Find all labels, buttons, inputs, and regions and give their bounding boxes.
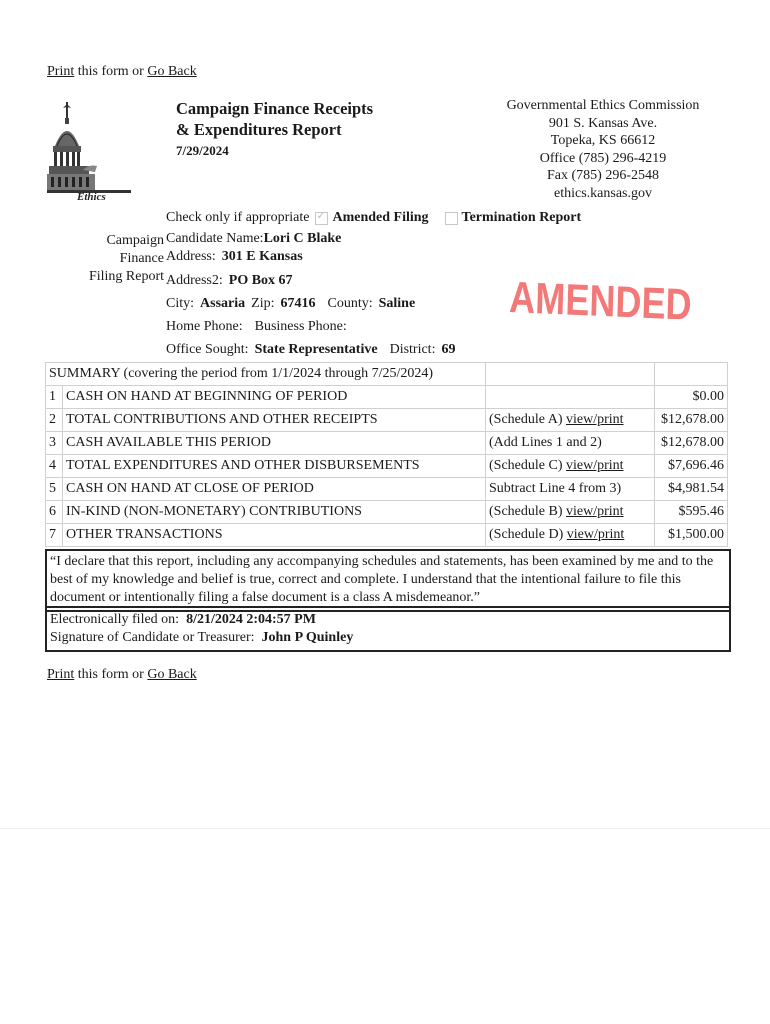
line-number: 6 <box>46 501 63 524</box>
page-divider <box>0 828 770 829</box>
summary-header-row <box>46 363 728 386</box>
filed-row <box>50 611 727 629</box>
city-row <box>166 292 455 315</box>
side-label-filing-report: Filing Report <box>88 269 164 284</box>
zip-label: Zip: <box>251 296 275 311</box>
report-title <box>176 98 373 161</box>
termination-checkbox[interactable] <box>445 212 458 225</box>
line-label: OTHER TRANSACTIONS <box>63 524 486 547</box>
schedule-text: Subtract Line 4 from 3) <box>489 481 622 496</box>
view-print-link[interactable]: view/print <box>566 527 625 542</box>
amount-cell: $12,678.00 <box>655 432 728 455</box>
agency-website: ethics.kansas.gov <box>554 185 652 201</box>
declaration-box: “I declare that this report, including any accompanying schedules and statements, has been examined by me and to the best of my knowledge and belief is true, correct and complete. I understand that the intentional failure to file this document or intentionally filing a false document is a class A misdemeanor.” <box>45 549 731 612</box>
address2-row <box>166 269 455 292</box>
line-number: 3 <box>46 432 63 455</box>
summary-table <box>45 362 728 547</box>
schedule-text: (Schedule D) <box>489 527 567 542</box>
check-prompt: Check only if appropriate <box>166 210 310 225</box>
amount-cell: $7,696.46 <box>655 455 728 478</box>
title-line-1: Campaign Finance Receipts <box>176 99 374 118</box>
filing-type-checks <box>166 210 581 226</box>
view-print-link[interactable]: view/print <box>565 412 624 427</box>
agency-address1: 901 S. Kansas Ave. <box>548 115 658 131</box>
city-value: Assaria <box>200 296 246 311</box>
print-link-bottom[interactable]: Print <box>47 667 75 682</box>
county-value: Saline <box>378 296 416 311</box>
schedule-text: (Add Lines 1 and 2) <box>489 435 602 450</box>
print-link[interactable]: Print <box>47 64 75 79</box>
line-label: TOTAL CONTRIBUTIONS AND OTHER RECEIPTS <box>63 409 486 432</box>
amount-cell: $12,678.00 <box>655 409 728 432</box>
view-print-link[interactable]: view/print <box>565 504 624 519</box>
candidate-name: Lori C Blake <box>263 231 342 246</box>
office-row <box>166 338 455 361</box>
schedule-cell <box>486 455 655 478</box>
district-label: District: <box>389 342 436 357</box>
office-label: Office Sought: <box>166 342 249 357</box>
line-label: TOTAL EXPENDITURES AND OTHER DISBURSEMENTS <box>63 455 486 478</box>
address2-label: Address2: <box>166 273 223 288</box>
amended-label: Amended Filing <box>332 210 429 225</box>
candidate-name-label: Candidate Name: <box>166 231 264 246</box>
line-number: 7 <box>46 524 63 547</box>
schedule-text: (Schedule A) <box>489 412 566 427</box>
top-nav <box>47 64 197 80</box>
schedule-cell <box>486 524 655 547</box>
schedule-cell <box>486 478 655 501</box>
filed-value: 8/21/2024 2:04:57 PM <box>186 612 316 627</box>
summary-row <box>46 409 728 432</box>
signature-row <box>50 629 727 647</box>
schedule-cell <box>486 386 655 409</box>
phone-row <box>166 315 455 338</box>
view-print-link[interactable]: view/print <box>565 458 624 473</box>
district-value: 69 <box>441 342 456 357</box>
home-phone-label: Home Phone: <box>166 319 243 334</box>
summary-section <box>45 362 728 547</box>
agency-fax: Fax (785) 296-2548 <box>547 168 659 183</box>
capitol-dome-icon <box>47 100 133 204</box>
ethics-logo <box>47 100 133 204</box>
agency-address2: Topeka, KS 66612 <box>550 133 656 148</box>
nav-text: this form or <box>74 64 148 79</box>
summary-row <box>46 478 728 501</box>
filed-label: Electronically filed on: <box>50 612 180 627</box>
signature-label: Signature of Candidate or Treasurer: <box>50 630 255 645</box>
termination-label: Termination Report <box>461 210 582 225</box>
filing-info-box <box>45 606 731 652</box>
line-number: 5 <box>46 478 63 501</box>
line-label: IN-KIND (NON-MONETARY) CONTRIBUTIONS <box>63 501 486 524</box>
amount-cell: $1,500.00 <box>655 524 728 547</box>
address-row <box>166 248 455 266</box>
line-label: CASH ON HAND AT CLOSE OF PERIOD <box>63 478 486 501</box>
zip-value: 67416 <box>280 296 316 311</box>
address-label: Address: <box>166 249 216 264</box>
candidate-name-row <box>166 230 455 248</box>
signature-value: John P Quinley <box>261 630 354 645</box>
line-label: CASH AVAILABLE THIS PERIOD <box>63 432 486 455</box>
report-date: 7/29/2024 <box>176 143 229 158</box>
business-phone-label: Business Phone: <box>254 319 347 334</box>
address2-value: PO Box 67 <box>228 273 293 288</box>
go-back-link[interactable]: Go Back <box>147 64 197 79</box>
line-label: CASH ON HAND AT BEGINNING OF PERIOD <box>63 386 486 409</box>
office-value: State Representative <box>254 342 378 357</box>
city-label: City: <box>166 296 195 311</box>
go-back-link-bottom[interactable]: Go Back <box>147 667 197 682</box>
schedule-text: (Schedule C) <box>489 458 566 473</box>
line-number: 1 <box>46 386 63 409</box>
amount-cell: $0.00 <box>655 386 728 409</box>
address-value: 301 E Kansas <box>221 249 303 264</box>
summary-row <box>46 524 728 547</box>
schedule-cell <box>486 432 655 455</box>
logo-caption: Ethics <box>77 191 106 203</box>
county-label: County: <box>327 296 373 311</box>
title-line-2: & Expenditures Report <box>176 120 342 139</box>
summary-row <box>46 386 728 409</box>
summary-row <box>46 501 728 524</box>
schedule-text: (Schedule B) <box>489 504 566 519</box>
agency-name: Governmental Ethics Commission <box>506 98 700 113</box>
amended-stamp: AMENDED <box>508 273 693 330</box>
summary-header: SUMMARY (covering the period from 1/1/2024 through 7/25/2024) <box>46 363 486 386</box>
line-number: 2 <box>46 409 63 432</box>
schedule-cell <box>486 409 655 432</box>
nav-text-bottom: this form or <box>74 667 148 682</box>
summary-row <box>46 455 728 478</box>
side-label-finance: Finance <box>119 251 164 266</box>
bottom-nav <box>47 667 197 683</box>
amount-cell: $595.46 <box>655 501 728 524</box>
summary-row <box>46 432 728 455</box>
candidate-fields <box>166 232 455 361</box>
agency-office-phone: Office (785) 296-4219 <box>539 150 667 166</box>
line-number: 4 <box>46 455 63 478</box>
schedule-cell <box>486 501 655 524</box>
side-labels <box>78 232 164 286</box>
agency-block <box>488 97 718 202</box>
amount-cell: $4,981.54 <box>655 478 728 501</box>
amended-checkbox[interactable] <box>315 212 328 225</box>
side-label-campaign: Campaign <box>106 233 164 248</box>
